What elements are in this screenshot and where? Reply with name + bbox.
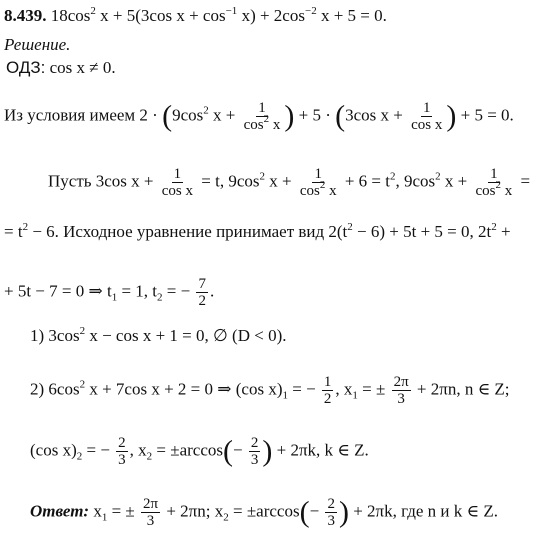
odz-line	[6, 58, 116, 78]
answer-line: Ответ: $x_1$ = ± $\frac{2\pi}{3}$ + 2πn; $x_2 = \pm\arccos(-$ $\frac{2}{3}$ ) + 2πk, где n и k ∈ Z.	[30, 495, 498, 529]
fraction: $\frac{1}{\cos^2 x}$	[299, 166, 337, 199]
fraction: $\frac{2}{3}$	[118, 435, 126, 468]
fraction: $\frac{1}{\cos^2 x}$	[243, 100, 281, 133]
fraction: $\frac{2\pi}{3}$	[143, 496, 159, 529]
case-2: 2) $6\cos^2$ x + 7cos x + 2 = 0 ⇒ (cos $x)_1$ = − $\frac{1}{2}$ , $x_1$ = ± $\frac{2\pi}{3}$ + 2πn, n ∈ Z;	[30, 374, 510, 407]
equation-line: = $t^2 - 6$. Исходное уравнение принимает вид $2(t^2 - 6) + 5t + 5 = 0$, $2t^2$ +	[4, 221, 511, 241]
problem-statement: 8.439. $18\cos^2$ x + 5(3cos $x + \cos^{-1} x) + 2\cos^{-2}$ x + 5 = 0.	[4, 5, 387, 25]
fraction: $\frac{7}{2}$	[198, 276, 206, 309]
fraction: $\frac{2}{3}$	[250, 435, 259, 468]
case-1: 1) $3\cos^2$ x − cos x + 1 = 0, ∅ (D < 0).	[30, 325, 287, 345]
fraction: $\frac{2}{3}$	[327, 496, 335, 529]
odz-label: ОДЗ:	[6, 58, 46, 77]
solution-heading: Решение.	[4, 35, 71, 54]
fraction: $\frac{1}{2}$	[323, 374, 332, 407]
problem-number: 8.439.	[4, 6, 47, 25]
case-3: (cos $x)_2$ = − $\frac{2}{3}$ , $x_2 = \pm\arccos(-$ $\frac{2}{3}$ ) + 2πk, k ∈ Z.	[30, 434, 369, 468]
condition-line: Из условия имеем $2 \cdot (9\cos^2$ x + $\frac{1}{\cos^2 x}$ ) + 5 · (3cos x + $\frac{1}{\text{cos x}}$ ) + 5 = 0.	[4, 99, 514, 133]
fraction: $\frac{1}{\cos^2 x}$	[475, 166, 513, 199]
answer-label: Ответ:	[30, 501, 90, 521]
fraction: $\frac{2\pi}{3}$	[393, 374, 409, 407]
roots-line: + 5t − 7 = 0 ⇒ $t_1 = 1$, $t_2$ = − $\frac{7}{2}$ .	[4, 276, 215, 309]
odz-condition: cos x ≠ 0.	[49, 58, 116, 77]
fraction: $\frac{1}{\text{cos x}}$	[411, 100, 443, 133]
substitution-line: Пусть 3cos x + $\frac{1}{\text{cos x}}$ = t, $9\cos^2$ x + $\frac{1}{\cos^2 x}$ + $6 = t^2$, $9\cos^2$ x + $\frac{1}{\cos^2 x}$ =	[48, 166, 531, 199]
fraction: $\frac{1}{\text{cos x}}$	[161, 166, 194, 199]
